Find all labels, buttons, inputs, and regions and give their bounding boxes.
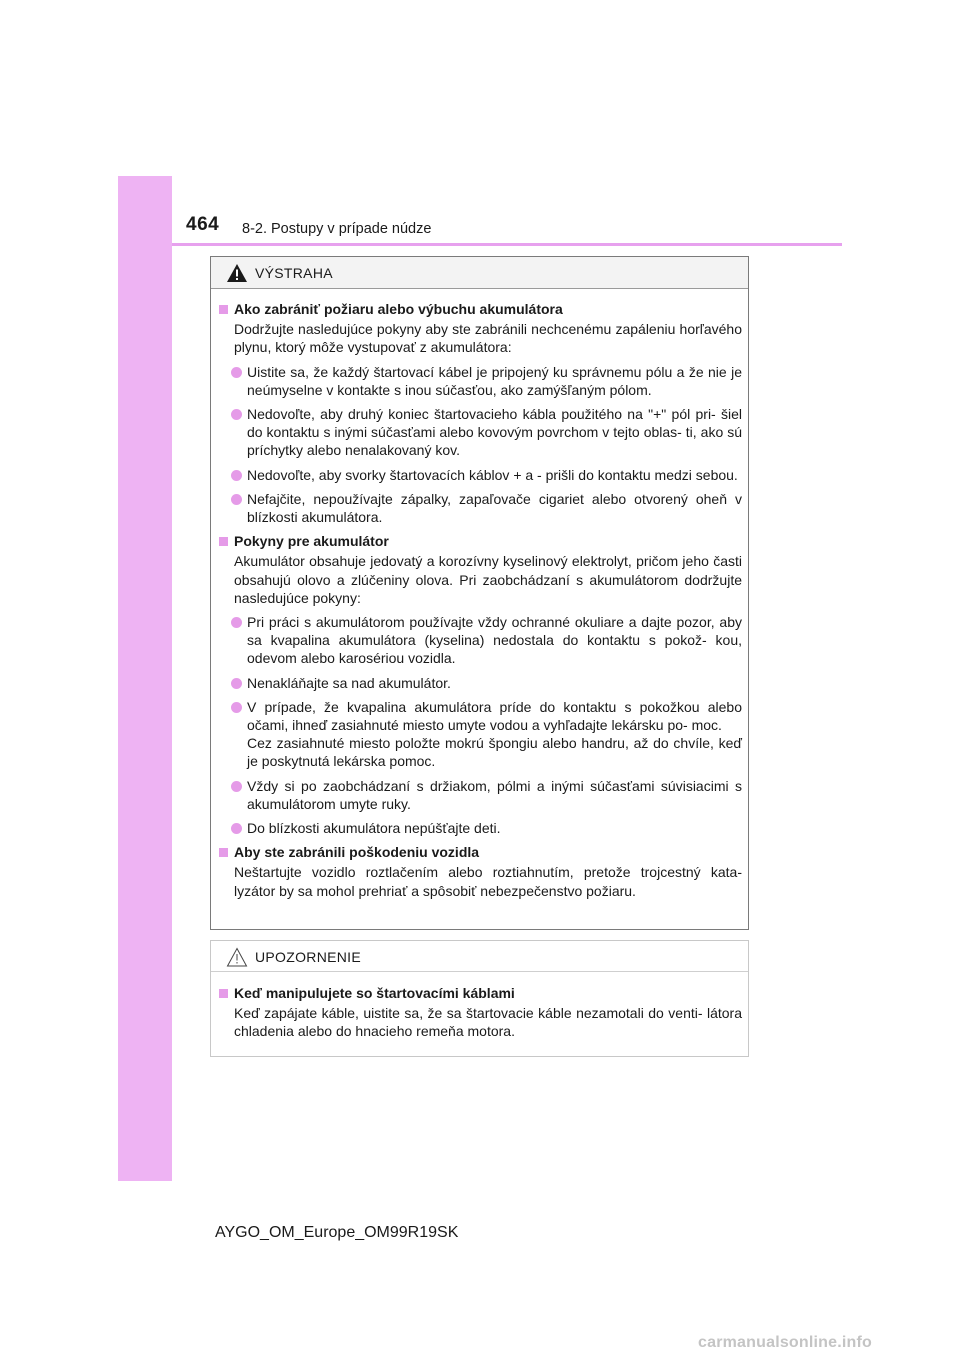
square-bullet-icon: [219, 989, 228, 998]
section-heading: Aby ste zabránili poškodeniu vozidla: [217, 843, 742, 861]
list-item: Nefajčite, nepoužívajte zápalky, zapaľovače cigariet alebo otvorený oheň v blízkosti akumulátora.: [217, 490, 742, 526]
notice-box-body: [211, 972, 748, 1041]
list-item: V prípade, že kvapalina akumulátora príde do kontaktu s pokožkou alebo očami, ihneď zasiahnuté miesto umyte vodou a vyhľadajte lekársku po- moc. Cez zasiahnuté miesto položte mokrú špongiu alebo handru, až do chvíle, keď je poskytnutá lekárska pomoc.: [217, 698, 742, 771]
round-bullet-icon: [231, 367, 242, 378]
warning-triangle-icon: [226, 263, 248, 283]
list-item: Nenakláňajte sa nad akumulátor.: [217, 674, 742, 692]
warning-box-header: [211, 257, 748, 289]
page-number: 464: [186, 214, 220, 235]
round-bullet-icon: [231, 781, 242, 792]
caution-triangle-outline-icon: [226, 947, 248, 967]
round-bullet-icon: [231, 823, 242, 834]
round-bullet-icon: [231, 494, 242, 505]
paragraph: Keď zapájate káble, uistite sa, že sa štartovacie káble nezamotali do venti- látora chladenia alebo do hnacieho remeňa motora.: [234, 1005, 742, 1040]
watermark: carmanualsonline.info: [698, 1334, 873, 1351]
list-item: Vždy si po zaobchádzaní s držiakom, pólmi a inými súčasťami súvisiacimi s akumulátorom umyte ruky.: [217, 777, 742, 813]
section-heading: Ako zabrániť požiaru alebo výbuchu akumulátora: [217, 300, 742, 318]
round-bullet-icon: [231, 409, 242, 420]
square-bullet-icon: [219, 537, 228, 546]
notice-box-header: [211, 941, 748, 972]
warning-box-body: [211, 289, 748, 900]
section-heading: Pokyny pre akumulátor: [217, 532, 742, 550]
list-item: Pri práci s akumulátorom používajte vždy ochranné okuliare a dajte pozor, aby sa kvapalina akumulátora (kyselina) nedostala do kontaktu s pokož- kou, odevom alebo karosériou vozidla.: [217, 613, 742, 668]
round-bullet-icon: [231, 470, 242, 481]
round-bullet-icon: [231, 678, 242, 689]
square-bullet-icon: [219, 305, 228, 314]
round-bullet-icon: [231, 702, 242, 713]
list-item: Nedovoľte, aby svorky štartovacích káblov + a - prišli do kontaktu medzi sebou.: [217, 466, 742, 484]
paragraph: Akumulátor obsahuje jedovatý a korozívny kyselinový elektrolyt, pričom jeho časti obsahujú olovo a zlúčeniny olova. Pri zaobchádzaní s akumulátorom dodržujte nasledujúce pokyny:: [234, 553, 742, 606]
warning-box-title: VÝSTRAHA: [255, 265, 333, 281]
chapter-sidebar-tab: [118, 176, 172, 1181]
section-heading: Keď manipulujete so štartovacími káblami: [217, 984, 742, 1002]
header-divider: [172, 243, 842, 246]
list-item-continuation: Cez zasiahnuté miesto položte mokrú špongiu alebo handru, až do chvíle, keď je poskytnutá lekárska pomoc.: [247, 735, 742, 770]
paragraph: Neštartujte vozidlo roztlačením alebo roztiahnutím, pretože trojcestný kata- lyzátor by sa mohol prehriať a spôsobiť nebezpečenstvo požiaru.: [234, 864, 742, 899]
round-bullet-icon: [231, 617, 242, 628]
notice-box: [210, 940, 749, 1057]
warning-box: [210, 256, 749, 930]
list-item: Uistite sa, že každý štartovací kábel je pripojený ku správnemu pólu a že nie je neúmyselne v kontakte s inou súčasťou, ako zamýšľaným pólom.: [217, 363, 742, 399]
list-item: Do blízkosti akumulátora nepúšťajte deti.: [217, 819, 742, 837]
document-code: AYGO_OM_Europe_OM99R19SK: [215, 1224, 459, 1241]
notice-box-title: UPOZORNENIE: [255, 949, 361, 965]
list-item: Nedovoľte, aby druhý koniec štartovacieho kábla použitého na "+" pól pri- šiel do kontaktu s inými súčasťami alebo kovovým povrchom v tejto oblas- ti, ako sú príchytky alebo nenalakovaný kov.: [217, 405, 742, 460]
section-title: 8-2. Postupy v prípade núdze: [242, 221, 432, 237]
square-bullet-icon: [219, 848, 228, 857]
paragraph: Dodržujte nasledujúce pokyny aby ste zabránili nechcenému zapáleniu horľavého plynu, ktorý môže vystupovať z akumulátora:: [234, 321, 742, 356]
